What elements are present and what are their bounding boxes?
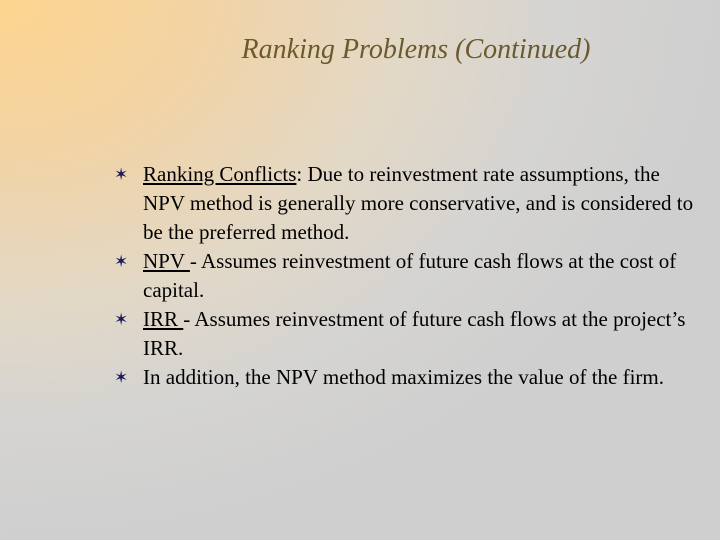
bullet-term: NPV — [143, 249, 190, 273]
bullet-text: - Assumes reinvestment of future cash flows at the project’s IRR. — [143, 307, 686, 360]
bullet-term: IRR — [143, 307, 184, 331]
bullet-text: - Assumes reinvestment of future cash flows at the cost of capital. — [143, 249, 677, 302]
star-bullet-icon: ✶ — [114, 165, 129, 184]
star-bullet-icon: ✶ — [114, 368, 129, 387]
star-bullet-icon: ✶ — [114, 252, 129, 271]
bullet-item-ranking-conflicts — [114, 160, 704, 247]
bullet-item-npv — [114, 247, 704, 305]
star-bullet-icon: ✶ — [114, 310, 129, 329]
slide-title: Ranking Problems (Continued) — [241, 34, 591, 65]
bullet-list — [114, 160, 704, 392]
bullet-item-npv-maximizes — [114, 363, 704, 392]
bullet-term: Ranking Conflicts — [143, 162, 297, 186]
bullet-text: : Due to reinvestment rate assumptions, the NPV method is generally more conservative, and is considered to be the preferred method. — [143, 162, 694, 244]
bullet-item-irr — [114, 305, 704, 363]
bullet-text: In addition, the NPV method maximizes the value of the firm. — [143, 365, 665, 389]
